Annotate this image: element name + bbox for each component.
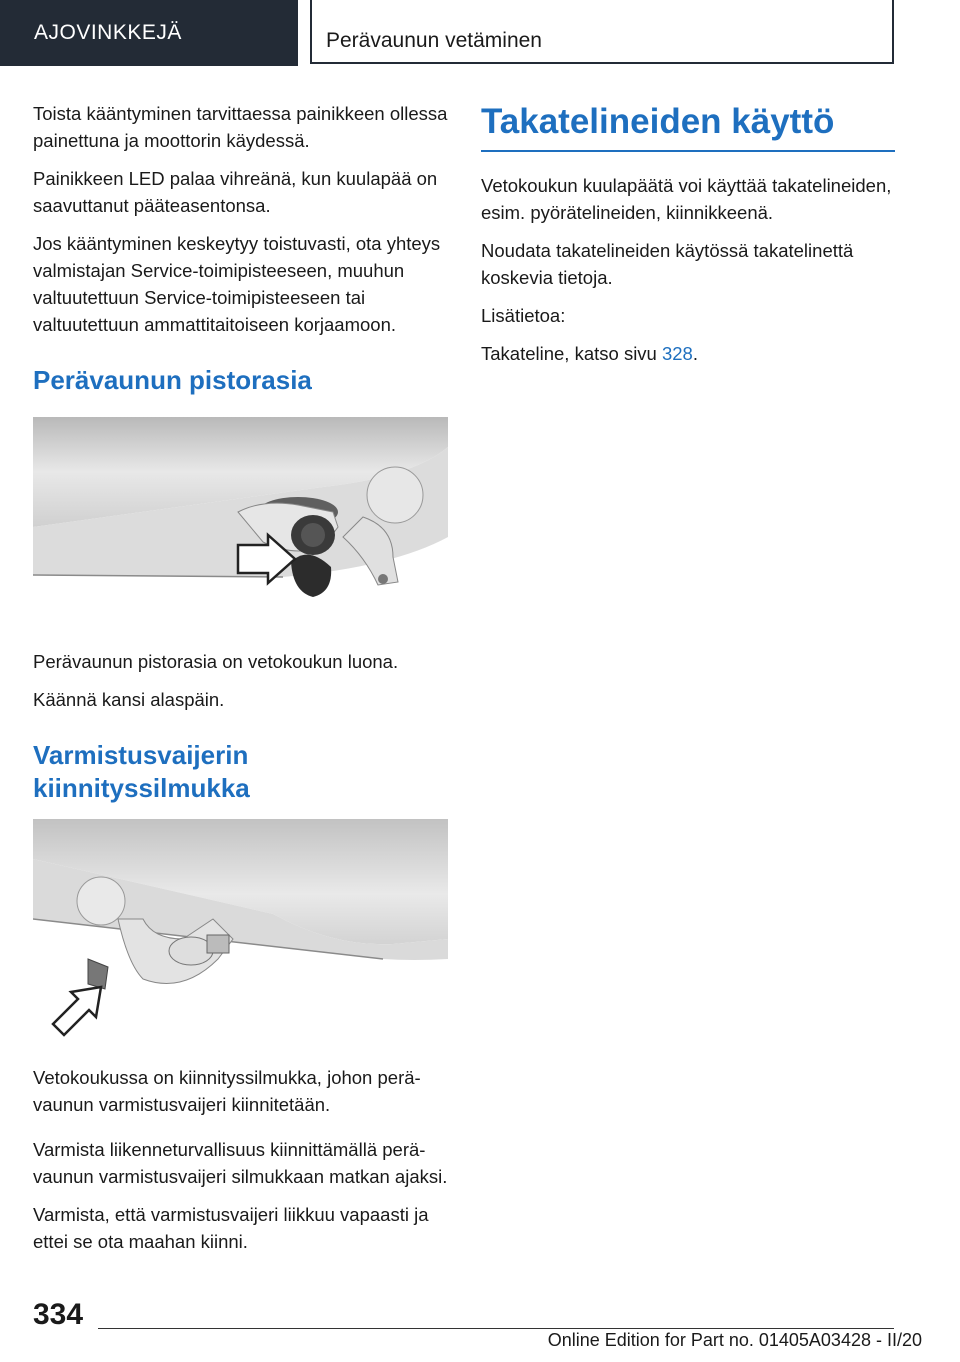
paragraph: Lisätietoa: bbox=[481, 305, 566, 326]
left-column bbox=[33, 100, 448, 1266]
heading-carriers: Takatelineiden käyttö bbox=[481, 102, 835, 141]
paragraph: Jos kääntyminen keskeytyy toistuvasti, ota yhteys valmistajan Service-toimipisteeseen, muuhun valtuutettuun Service-toimipisteeseen tai valtuutettuun ammattitaitoiseen korjaamoon. bbox=[33, 233, 441, 335]
eyelet-illustration bbox=[33, 819, 448, 1046]
paragraph: Perävaunun pistorasia on vetokoukun luona. bbox=[33, 651, 399, 672]
socket-illustration bbox=[33, 417, 448, 612]
paragraph: Toista kääntyminen tarvittaessa painikkeen ollessa painettuna ja moottorin käydessä. bbox=[33, 103, 448, 151]
page-number: 334 bbox=[33, 1298, 84, 1331]
paragraph: Varmista, että varmistusvaijeri liikkuu vapaasti ja ettei se ota maahan kiinni. bbox=[33, 1204, 429, 1252]
paragraph: Varmista liikenneturvallisuus kiinnittämällä perävaunun varmistusvaijeri silmukkaan matkan ajaksi. bbox=[33, 1139, 448, 1187]
paragraph: Noudata takatelineiden käytössä takatelinettä koskevia tietoja. bbox=[481, 240, 854, 288]
page-header bbox=[0, 0, 960, 66]
paragraph: Vetokoukun kuulapäätä voi käyttää takatelineiden, esim. pyörätelineiden, kiinnikkeenä. bbox=[481, 175, 892, 223]
heading-socket: Perävaunun pistorasia bbox=[33, 365, 312, 395]
reference-text: Takateline, katso sivu bbox=[481, 343, 662, 364]
paragraph: Vetokoukussa on kiinnityssilmukka, johon perävaunun varmistusvaijeri kiinnitetään. bbox=[33, 1067, 421, 1115]
reference-end: . bbox=[692, 343, 698, 364]
cross-reference bbox=[481, 340, 895, 367]
edition-text: Online Edition for Part no. 01405A03428 - II/20 bbox=[547, 1330, 922, 1350]
page-link[interactable]: 328 bbox=[661, 343, 693, 364]
paragraph: Käännä kansi alaspäin. bbox=[33, 689, 225, 710]
section-label: AJOVINKKEJÄ bbox=[0, 0, 298, 66]
heading-rule bbox=[481, 100, 895, 152]
chapter-title: Perävaunun vetäminen bbox=[310, 0, 894, 64]
right-column bbox=[481, 100, 895, 378]
footer-divider bbox=[98, 1328, 894, 1329]
paragraph: Painikkeen LED palaa vihreänä, kun kuulapää on saavuttanut pääteasentonsa. bbox=[33, 168, 438, 216]
heading-eyelet: Varmistusvaijerin kiinnityssilmukka bbox=[33, 740, 250, 803]
